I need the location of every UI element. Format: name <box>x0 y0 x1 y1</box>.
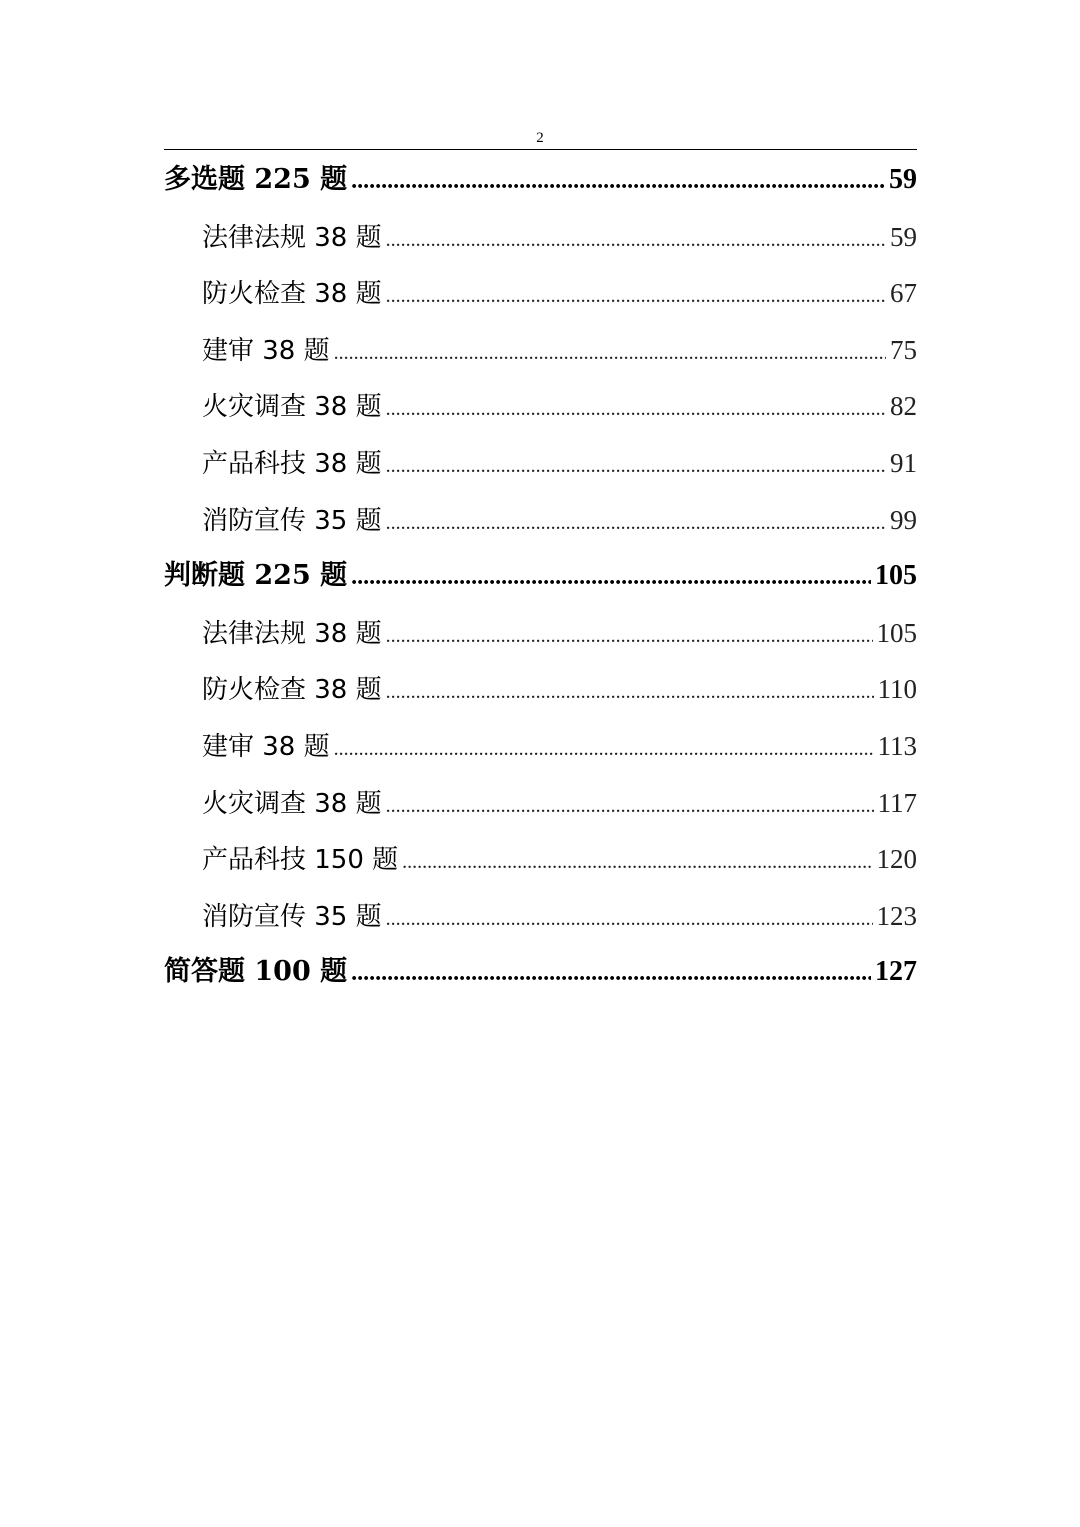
toc-dot-leader <box>386 268 886 322</box>
toc-entry-title: 防火检查 38 题 <box>202 279 382 310</box>
toc-entry-page: 75 <box>890 334 917 365</box>
toc-entry-page: 59 <box>889 164 917 195</box>
toc-entry-page: 117 <box>877 787 917 818</box>
toc-dot-leader <box>334 721 874 775</box>
toc-entry[interactable] <box>164 322 917 379</box>
toc-entry-title: 防火检查 38 题 <box>202 675 382 706</box>
toc-entry-title: 法律法规 38 题 <box>202 618 382 649</box>
toc-entry-title: 建审 38 题 <box>202 335 330 366</box>
toc-entry-page: 113 <box>877 730 917 761</box>
toc-entry-title: 简答题 100 题 <box>164 956 348 988</box>
page-number: 2 <box>536 130 544 146</box>
toc-entry-page: 105 <box>876 617 917 648</box>
toc-dot-leader <box>351 549 871 605</box>
toc-entry-page: 82 <box>890 391 917 422</box>
toc-entry-title: 法律法规 38 题 <box>202 222 382 253</box>
toc-entry[interactable] <box>164 378 917 435</box>
toc-entry-title: 产品科技 150 题 <box>202 845 399 876</box>
toc-entry-page: 110 <box>877 674 917 705</box>
toc-entry-page: 127 <box>875 956 917 988</box>
toc-entry-title: 产品科技 38 题 <box>202 448 382 479</box>
toc-dot-leader <box>402 834 872 888</box>
toc-entry[interactable] <box>164 548 917 605</box>
toc-dot-leader <box>386 495 886 549</box>
toc-entry[interactable] <box>164 661 917 718</box>
toc-entry-title: 消防宣传 35 题 <box>202 901 382 932</box>
toc-entry[interactable] <box>164 209 917 266</box>
toc-entry-title: 火灾调查 38 题 <box>202 788 382 819</box>
toc-dot-leader <box>386 891 873 945</box>
table-of-contents <box>164 152 917 1001</box>
toc-entry[interactable] <box>164 944 917 1001</box>
toc-dot-leader <box>386 381 886 435</box>
toc-dot-leader <box>351 153 885 209</box>
toc-entry[interactable] <box>164 265 917 322</box>
toc-entry-title: 多选题 225 题 <box>164 164 348 195</box>
toc-entry[interactable] <box>164 152 917 209</box>
toc-entry[interactable] <box>164 775 917 832</box>
toc-entry-title: 消防宣传 35 题 <box>202 505 382 536</box>
toc-entry[interactable] <box>164 831 917 888</box>
toc-dot-leader <box>351 945 871 1001</box>
toc-dot-leader <box>334 325 886 379</box>
toc-dot-leader <box>386 438 886 492</box>
toc-entry-page: 67 <box>890 278 917 309</box>
toc-entry-title: 火灾调查 38 题 <box>202 392 382 423</box>
toc-entry[interactable] <box>164 888 917 945</box>
toc-entry[interactable] <box>164 435 917 492</box>
toc-entry-page: 105 <box>875 560 917 592</box>
header-rule <box>164 149 917 150</box>
toc-entry[interactable] <box>164 718 917 775</box>
toc-dot-leader <box>386 212 886 266</box>
toc-entry-page: 59 <box>890 221 917 252</box>
toc-entry-page: 99 <box>890 504 917 535</box>
toc-entry-page: 123 <box>876 900 917 931</box>
toc-entry-page: 120 <box>876 844 917 875</box>
toc-entry-title: 建审 38 题 <box>202 731 330 762</box>
toc-entry[interactable] <box>164 605 917 662</box>
toc-entry-page: 91 <box>890 447 917 478</box>
toc-dot-leader <box>386 608 873 662</box>
toc-entry[interactable] <box>164 492 917 549</box>
toc-dot-leader <box>386 664 874 718</box>
toc-dot-leader <box>386 778 874 832</box>
toc-entry-title: 判断题 225 题 <box>164 560 348 592</box>
